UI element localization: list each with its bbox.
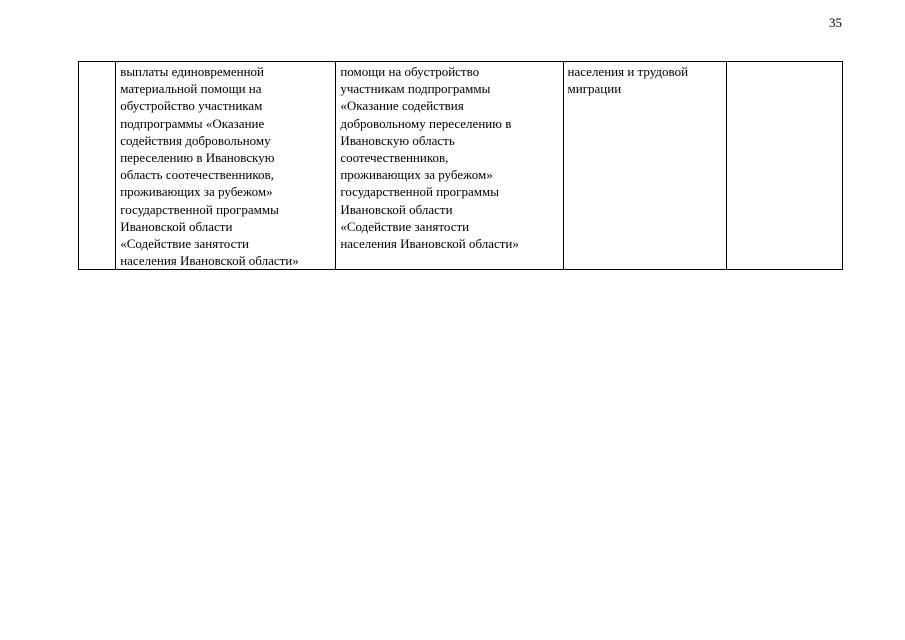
table-cell-extra: [727, 62, 843, 270]
table-row: [79, 62, 843, 270]
table-cell-indicator: помощи на обустройство участникам подпрограммы «Оказание содействия добровольному переселению в Ивановскую область соотечественников, проживающих за рубежом» государственной программы Ивановской области «Содействие занятости населения Ивановской области»: [336, 62, 563, 270]
page-number: 35: [829, 15, 842, 30]
document-table: [78, 61, 843, 270]
table-cell-activity: выплаты единовременной материальной помощи на обустройство участникам подпрограммы «Оказание содействия добровольному переселению в Ивановскую область соотечественников, проживающих за рубежом» государственной программы Ивановской области «Содействие занятости населения Ивановской области»: [116, 62, 336, 270]
table-cell-responsible: населения и трудовой миграции: [563, 62, 727, 270]
table-cell-number: [79, 62, 116, 270]
